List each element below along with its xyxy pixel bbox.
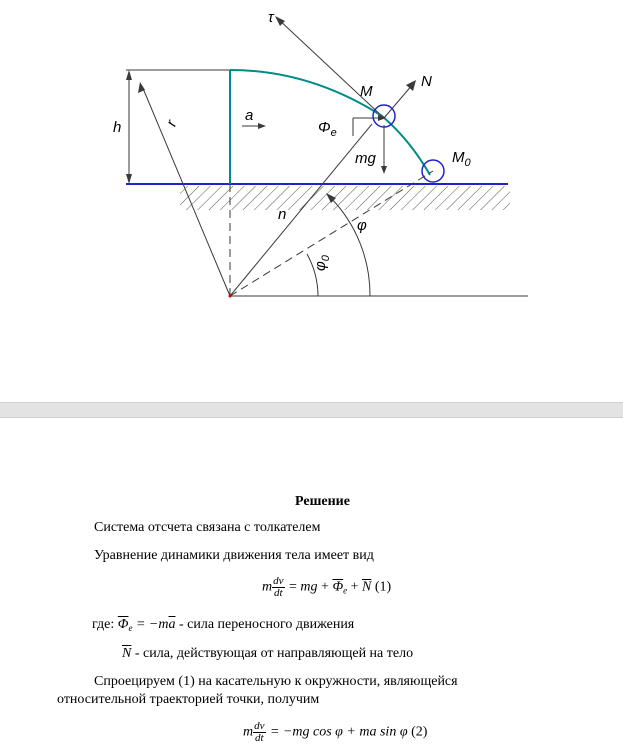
page-break	[0, 402, 623, 418]
equation-1	[262, 576, 391, 599]
M0-label: $M_0$	[452, 149, 471, 169]
eq1-tag: (1)	[371, 579, 392, 595]
paragraph-projection-2: относительной траекторией точки, получим	[57, 692, 320, 707]
eq1-denominator: dt	[274, 587, 283, 599]
eq2-tag: (2)	[407, 724, 428, 740]
mg-arrow-head	[381, 166, 387, 174]
where-phi-sub: e	[128, 623, 133, 633]
N-arrow-head	[406, 80, 416, 91]
solution-heading: Решение	[295, 494, 350, 509]
equation-2	[243, 721, 427, 744]
h-arrow-top	[126, 70, 132, 80]
phi-label: φ	[357, 217, 367, 234]
eq1-mg: mg	[300, 579, 318, 595]
n-label: n	[278, 206, 287, 223]
paragraph-reference-frame: Система отсчета связана с толкателем	[94, 520, 321, 535]
h-label: h	[113, 119, 122, 136]
a-arrow-head	[258, 123, 266, 129]
eq1-N: $\overline{N}$	[362, 579, 372, 595]
eq1-phi: $\overline{\Phi}$	[332, 579, 344, 595]
M-label: M	[360, 83, 373, 100]
phi-angle-arc	[330, 197, 370, 296]
eq1-m: m	[262, 579, 273, 595]
eq1-plus-1: +	[317, 579, 333, 595]
eq1-fraction	[272, 576, 284, 599]
eq1-numerator: dv	[273, 575, 284, 587]
eq2-m: m	[243, 724, 254, 740]
where-a: $\overline{a}$	[168, 617, 176, 632]
tau-label: τ	[268, 9, 274, 26]
N-desc: - сила, действующая от направляющей на тело	[131, 646, 414, 661]
N-symbol: $\overline{N}$	[122, 646, 132, 661]
where-phi: $\overline{\Phi}$	[117, 617, 129, 632]
paragraph-projection-1: Спроецируем (1) на касательную к окружности, являющейся	[94, 674, 458, 689]
eq2-numerator: dv	[254, 720, 265, 732]
phi0-angle-arc	[307, 254, 318, 296]
where-line	[92, 617, 354, 636]
h-arrow-bottom	[126, 174, 132, 184]
center-point	[229, 295, 232, 298]
paragraph-dynamics-equation: Уравнение динамики движения тела имеет вид	[94, 548, 374, 563]
eq1-equals: =	[285, 579, 301, 595]
Phi-e-label: $\Phi_e$	[318, 119, 337, 139]
r-label: r	[162, 117, 181, 129]
where-eq: = −m	[132, 617, 169, 632]
where-desc: - сила переносного движения	[175, 617, 355, 632]
N-definition-line	[122, 646, 413, 662]
N-force-line	[384, 84, 413, 118]
tau-tangent-line	[277, 18, 384, 118]
phi0-label: $\varphi_0$	[312, 255, 332, 271]
N-label: N	[421, 73, 432, 90]
where-lead: где:	[92, 617, 115, 632]
eq2-denominator: dt	[255, 732, 264, 744]
eq1-phi-sub: e	[343, 585, 348, 596]
eq1-plus-2: +	[347, 579, 363, 595]
eq2-fraction	[253, 721, 265, 744]
mg-label: mg	[355, 150, 376, 167]
body-M-circle	[373, 105, 395, 127]
eq2-rhs: = −mg cos φ + ma sin φ	[266, 724, 408, 740]
a-label: a	[245, 107, 254, 124]
